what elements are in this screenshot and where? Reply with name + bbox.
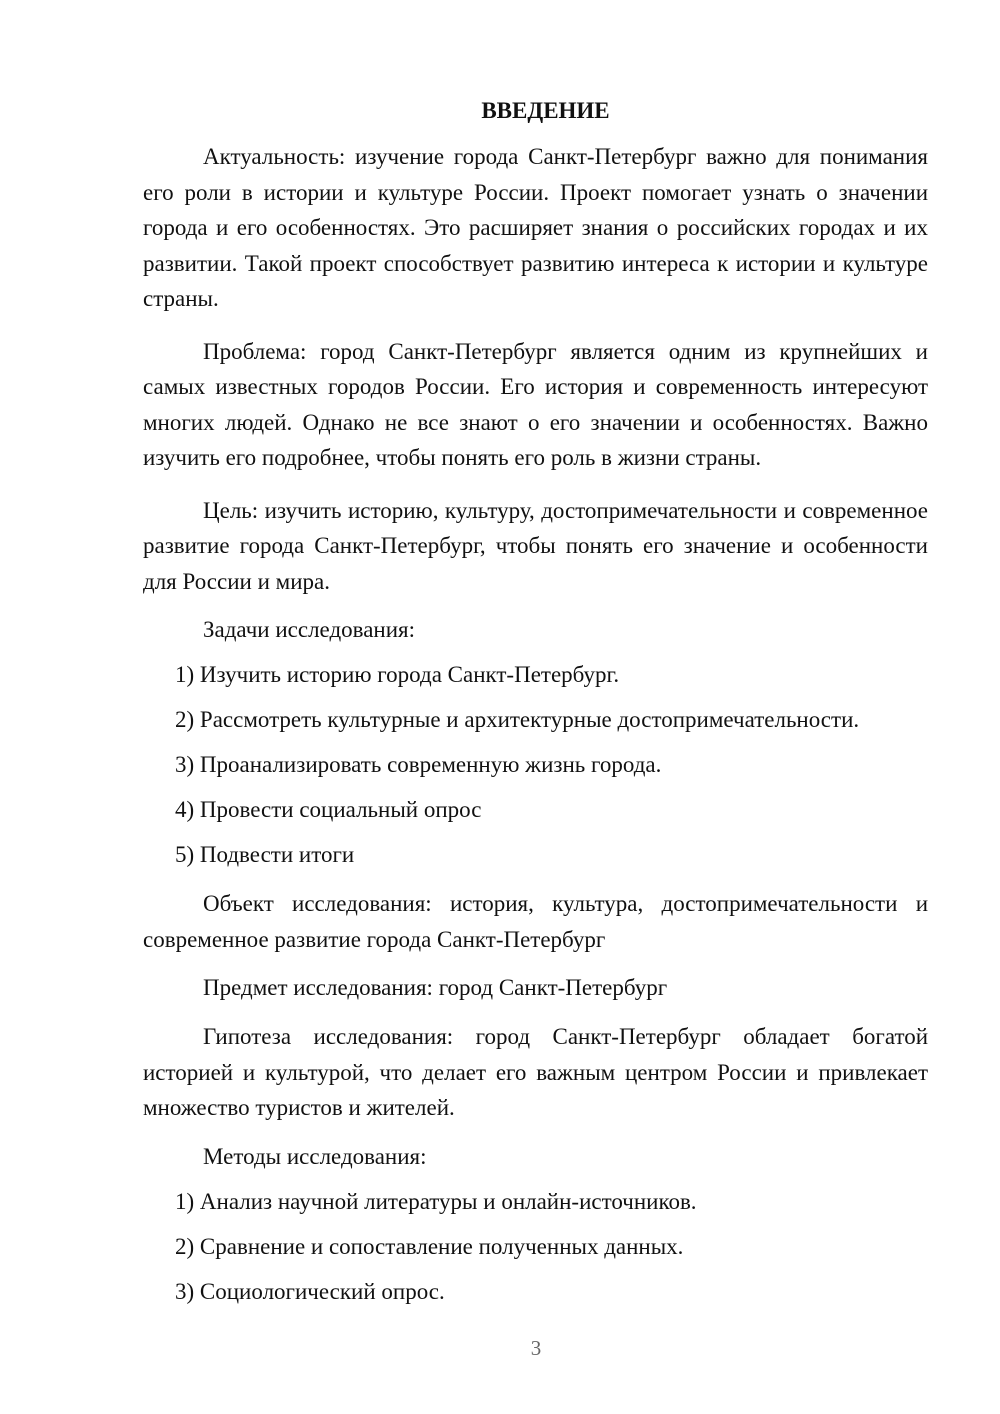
goal-paragraph: Цель: изучить историю, культуру, достопримечательности и современное развитие города Санкт-Петербург, чтобы понять его значение и особенности для России и мира. (143, 497, 928, 594)
object-paragraph: Объект исследования: история, культура, достопримечательности и современное развитие города Санкт-Петербург (143, 891, 928, 952)
method-item: 3) Социологический опрос. (175, 1278, 445, 1304)
problem-paragraph: Проблема: город Санкт-Петербург является одним из крупнейших и самых известных городов России. Его история и современность интересуют многих людей. Однако не все знают о его значении и особенностях. Важно изучить его подробнее, чтобы понять его роль в жизни страны. (143, 338, 928, 470)
task-item: 5) Подвести итоги (175, 842, 355, 867)
page-title: ВВЕДЕНИЕ (481, 98, 610, 123)
subject-paragraph: Предмет исследования: город Санкт-Петербург (203, 975, 668, 1000)
tasks-heading: Задачи исследования: (203, 617, 416, 642)
task-item: 1) Изучить историю города Санкт-Петербург. (175, 662, 620, 687)
page-content (143, 96, 928, 1323)
actuality-paragraph: Актуальность: изучение города Санкт-Петербург важно для понимания его роли в истории и культуре России. Проект помогает узнать о значении города и его особенностях. Это расширяет знания о российских городах и их развитии. Такой проект способствует развитию интереса к истории и культуре страны. (143, 144, 928, 311)
hypothesis-paragraph: Гипотеза исследования: город Санкт-Петербург обладает богатой историей и культурой, что делает его важным центром России и привлекает множество туристов и жителей. (143, 1024, 928, 1120)
task-item: 3) Проанализировать современную жизнь города. (175, 752, 662, 777)
methods-heading: Методы исследования: (203, 1143, 427, 1169)
task-item: 2) Рассмотреть культурные и архитектурные достопримечательности. (175, 707, 860, 732)
page-number: 3 (530, 1336, 542, 1360)
method-item: 2) Сравнение и сопоставление полученных данных. (175, 1233, 684, 1259)
method-item: 1) Анализ научной литературы и онлайн-источников. (175, 1188, 697, 1214)
task-item: 4) Провести социальный опрос (175, 797, 482, 822)
